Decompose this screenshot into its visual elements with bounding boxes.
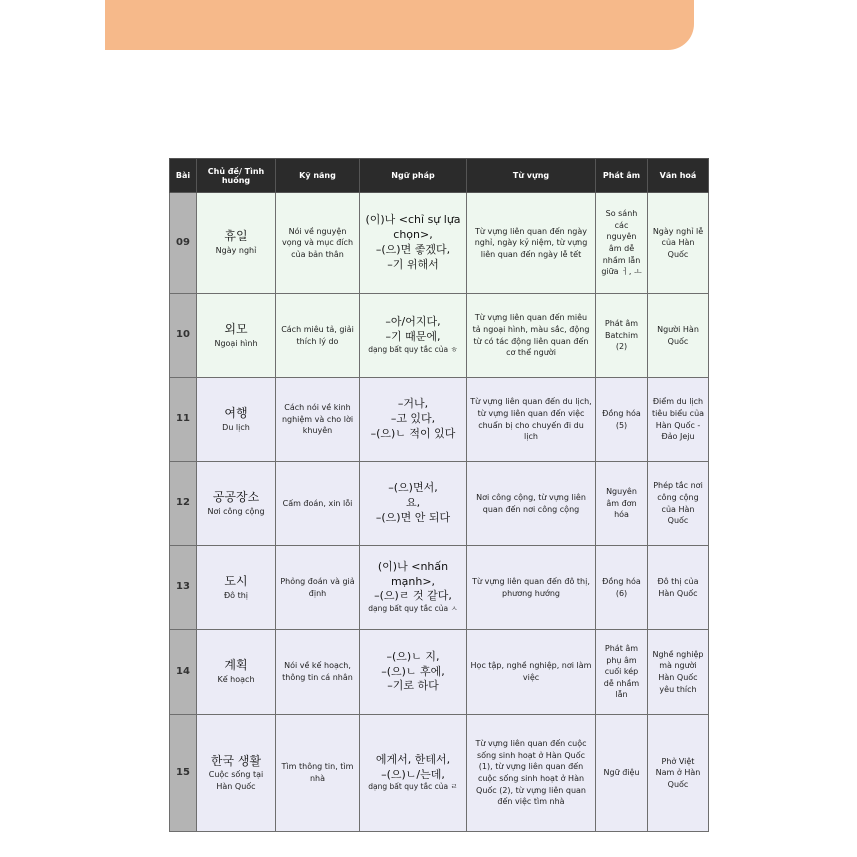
table-row <box>170 294 709 378</box>
grammar-item: dạng bất quy tắc của ㅎ <box>368 344 458 354</box>
topic-vietnamese: Ngày nghỉ <box>215 246 257 255</box>
topic-vietnamese: Cuộc sống tại Hàn Quốc <box>208 770 264 791</box>
header-skill: Kỹ năng <box>276 159 360 193</box>
grammar-item: –기 때문에, <box>385 330 441 344</box>
grammar-cell <box>360 630 467 715</box>
topic-korean: 도시 <box>224 573 248 588</box>
grammar-item: –(으)ㄴ 후에, <box>381 664 445 678</box>
topic-vietnamese: Du lịch <box>222 422 250 432</box>
topic-korean: 휴일 <box>224 229 248 244</box>
topic-cell <box>197 294 276 378</box>
topic-korean: 여행 <box>224 405 248 420</box>
lesson-number: 12 <box>170 462 197 546</box>
curriculum-table-container <box>169 158 708 832</box>
table-row <box>170 630 709 715</box>
skill-cell: Nói về nguyện vọng và mục đích của bản thân <box>276 193 360 294</box>
grammar-cell <box>360 378 467 462</box>
table-row <box>170 193 709 294</box>
topic-vietnamese: Kế hoạch <box>217 675 255 684</box>
vocabulary-cell: Từ vựng liên quan đến đô thị, phương hướng <box>467 546 596 630</box>
lesson-number: 13 <box>170 546 197 630</box>
culture-cell: Điểm du lịch tiêu biểu của Hàn Quốc - Đảo Jeju <box>648 378 709 462</box>
grammar-cell <box>360 715 467 832</box>
topic-vietnamese: Nơi công cộng <box>207 506 265 516</box>
grammar-item: –(으)ㄴ 적이 있다 <box>370 426 456 440</box>
lesson-number: 14 <box>170 630 197 715</box>
grammar-item: –(으)ㄹ 것 같다, <box>374 589 452 603</box>
vocabulary-cell: Học tập, nghề nghiệp, nơi làm việc <box>467 630 596 715</box>
grammar-item: –(으)면 안 되다 <box>375 510 451 524</box>
lesson-number: 15 <box>170 715 197 832</box>
pronunciation-cell: Phát âm Batchim (2) <box>596 294 648 378</box>
pronunciation-cell: So sánh các nguyên âm dễ nhầm lẫn giữa ㅓ, ㅗ <box>596 193 648 294</box>
grammar-item: –거나, <box>397 397 429 411</box>
topic-vietnamese: Ngoại hình <box>214 338 258 348</box>
grammar-item: –(으)ㄴ/는데, <box>381 767 445 781</box>
grammar-item: –기로 하다 <box>387 679 439 693</box>
pronunciation-cell: Đồng hóa (5) <box>596 378 648 462</box>
header-topic: Chủ đề/ Tình huống <box>197 159 276 193</box>
pronunciation-cell: Ngữ điệu <box>596 715 648 832</box>
grammar-item: –(으)면서, <box>388 481 438 495</box>
table-row <box>170 715 709 832</box>
grammar-item: (이)나 <chỉ sự lựa chọn>, <box>365 213 461 242</box>
grammar-item: (이)나 <nhấn mạnh>, <box>377 559 449 588</box>
skill-cell: Tìm thông tin, tìm nhà <box>276 715 360 832</box>
pronunciation-cell: Nguyên âm đơn hóa <box>596 462 648 546</box>
header-culture: Văn hoá <box>648 159 709 193</box>
topic-korean: 계획 <box>224 658 248 673</box>
vocabulary-cell: Từ vựng liên quan đến ngày nghỉ, ngày kỷ niệm, từ vựng liên quan đến ngày lễ tết <box>467 193 596 294</box>
grammar-cell <box>360 193 467 294</box>
curriculum-table <box>169 158 709 832</box>
topic-cell <box>197 193 276 294</box>
grammar-item: dạng bất quy tắc của ㅅ <box>368 604 458 614</box>
header-pronunciation: Phát âm <box>596 159 648 193</box>
table-row <box>170 462 709 546</box>
grammar-item: –고 있다, <box>390 412 436 426</box>
topic-korean: 공공장소 <box>212 489 260 504</box>
culture-cell: Nghề nghiệp mà người Hàn Quốc yêu thích <box>648 630 709 715</box>
header-lesson: Bài <box>170 159 197 193</box>
grammar-item: –(으)ㄴ 지, <box>386 649 440 663</box>
topic-cell <box>197 715 276 832</box>
culture-cell: Phép tắc nơi công cộng của Hàn Quốc <box>648 462 709 546</box>
topic-korean: 외모 <box>224 321 248 336</box>
culture-cell: Phở Việt Nam ở Hàn Quốc <box>648 715 709 832</box>
grammar-item: 요, <box>405 496 421 510</box>
skill-cell: Cách nói về kinh nghiệm và cho lời khuyên <box>276 378 360 462</box>
lesson-number: 10 <box>170 294 197 378</box>
grammar-item: –기 위해서 <box>387 257 439 271</box>
skill-cell: Nói về kế hoạch, thông tin cá nhân <box>276 630 360 715</box>
table-header-row <box>170 159 709 193</box>
header-vocabulary: Từ vựng <box>467 159 596 193</box>
grammar-cell <box>360 546 467 630</box>
grammar-item: 에게서, 한테서, <box>375 752 451 766</box>
table-row <box>170 378 709 462</box>
culture-cell: Đô thị của Hàn Quốc <box>648 546 709 630</box>
skill-cell: Phỏng đoán và giả định <box>276 546 360 630</box>
lesson-number: 11 <box>170 378 197 462</box>
topic-cell <box>197 378 276 462</box>
pronunciation-cell: Phát âm phụ âm cuối kép dễ nhầm lẫn <box>596 630 648 715</box>
header-grammar: Ngữ pháp <box>360 159 467 193</box>
vocabulary-cell: Nơi công cộng, từ vựng liên quan đến nơi công cộng <box>467 462 596 546</box>
skill-cell: Cách miêu tả, giải thích lý do <box>276 294 360 378</box>
grammar-cell <box>360 462 467 546</box>
grammar-item: –아/어지다, <box>385 315 441 329</box>
skill-cell: Cấm đoán, xin lỗi <box>276 462 360 546</box>
grammar-cell <box>360 294 467 378</box>
grammar-item: –(으)면 좋겠다, <box>375 243 451 256</box>
vocabulary-cell: Từ vựng liên quan đến du lịch, từ vựng liên quan đến việc chuẩn bị cho chuyến đi du lịch <box>467 378 596 462</box>
header-banner <box>105 0 694 50</box>
culture-cell: Người Hàn Quốc <box>648 294 709 378</box>
topic-korean: 한국 생활 <box>210 753 262 768</box>
culture-cell: Ngày nghỉ lễ của Hàn Quốc <box>648 193 709 294</box>
table-row <box>170 546 709 630</box>
topic-cell <box>197 462 276 546</box>
lesson-number: 09 <box>170 193 197 294</box>
topic-cell <box>197 630 276 715</box>
topic-cell <box>197 546 276 630</box>
vocabulary-cell: Từ vựng liên quan đến cuộc sống sinh hoạt ở Hàn Quốc (1), từ vựng liên quan đến cuộc sống sinh hoạt ở Hàn Quốc (2), từ vựng liên quan đến việc tìm nhà <box>467 715 596 832</box>
topic-vietnamese: Đô thị <box>223 590 249 600</box>
vocabulary-cell: Từ vựng liên quan đến miêu tả ngoại hình, màu sắc, động từ có tác động liên quan đến cơ thể người <box>467 294 596 378</box>
pronunciation-cell: Đồng hóa (6) <box>596 546 648 630</box>
grammar-item: dạng bất quy tắc của ㄹ <box>368 782 458 792</box>
